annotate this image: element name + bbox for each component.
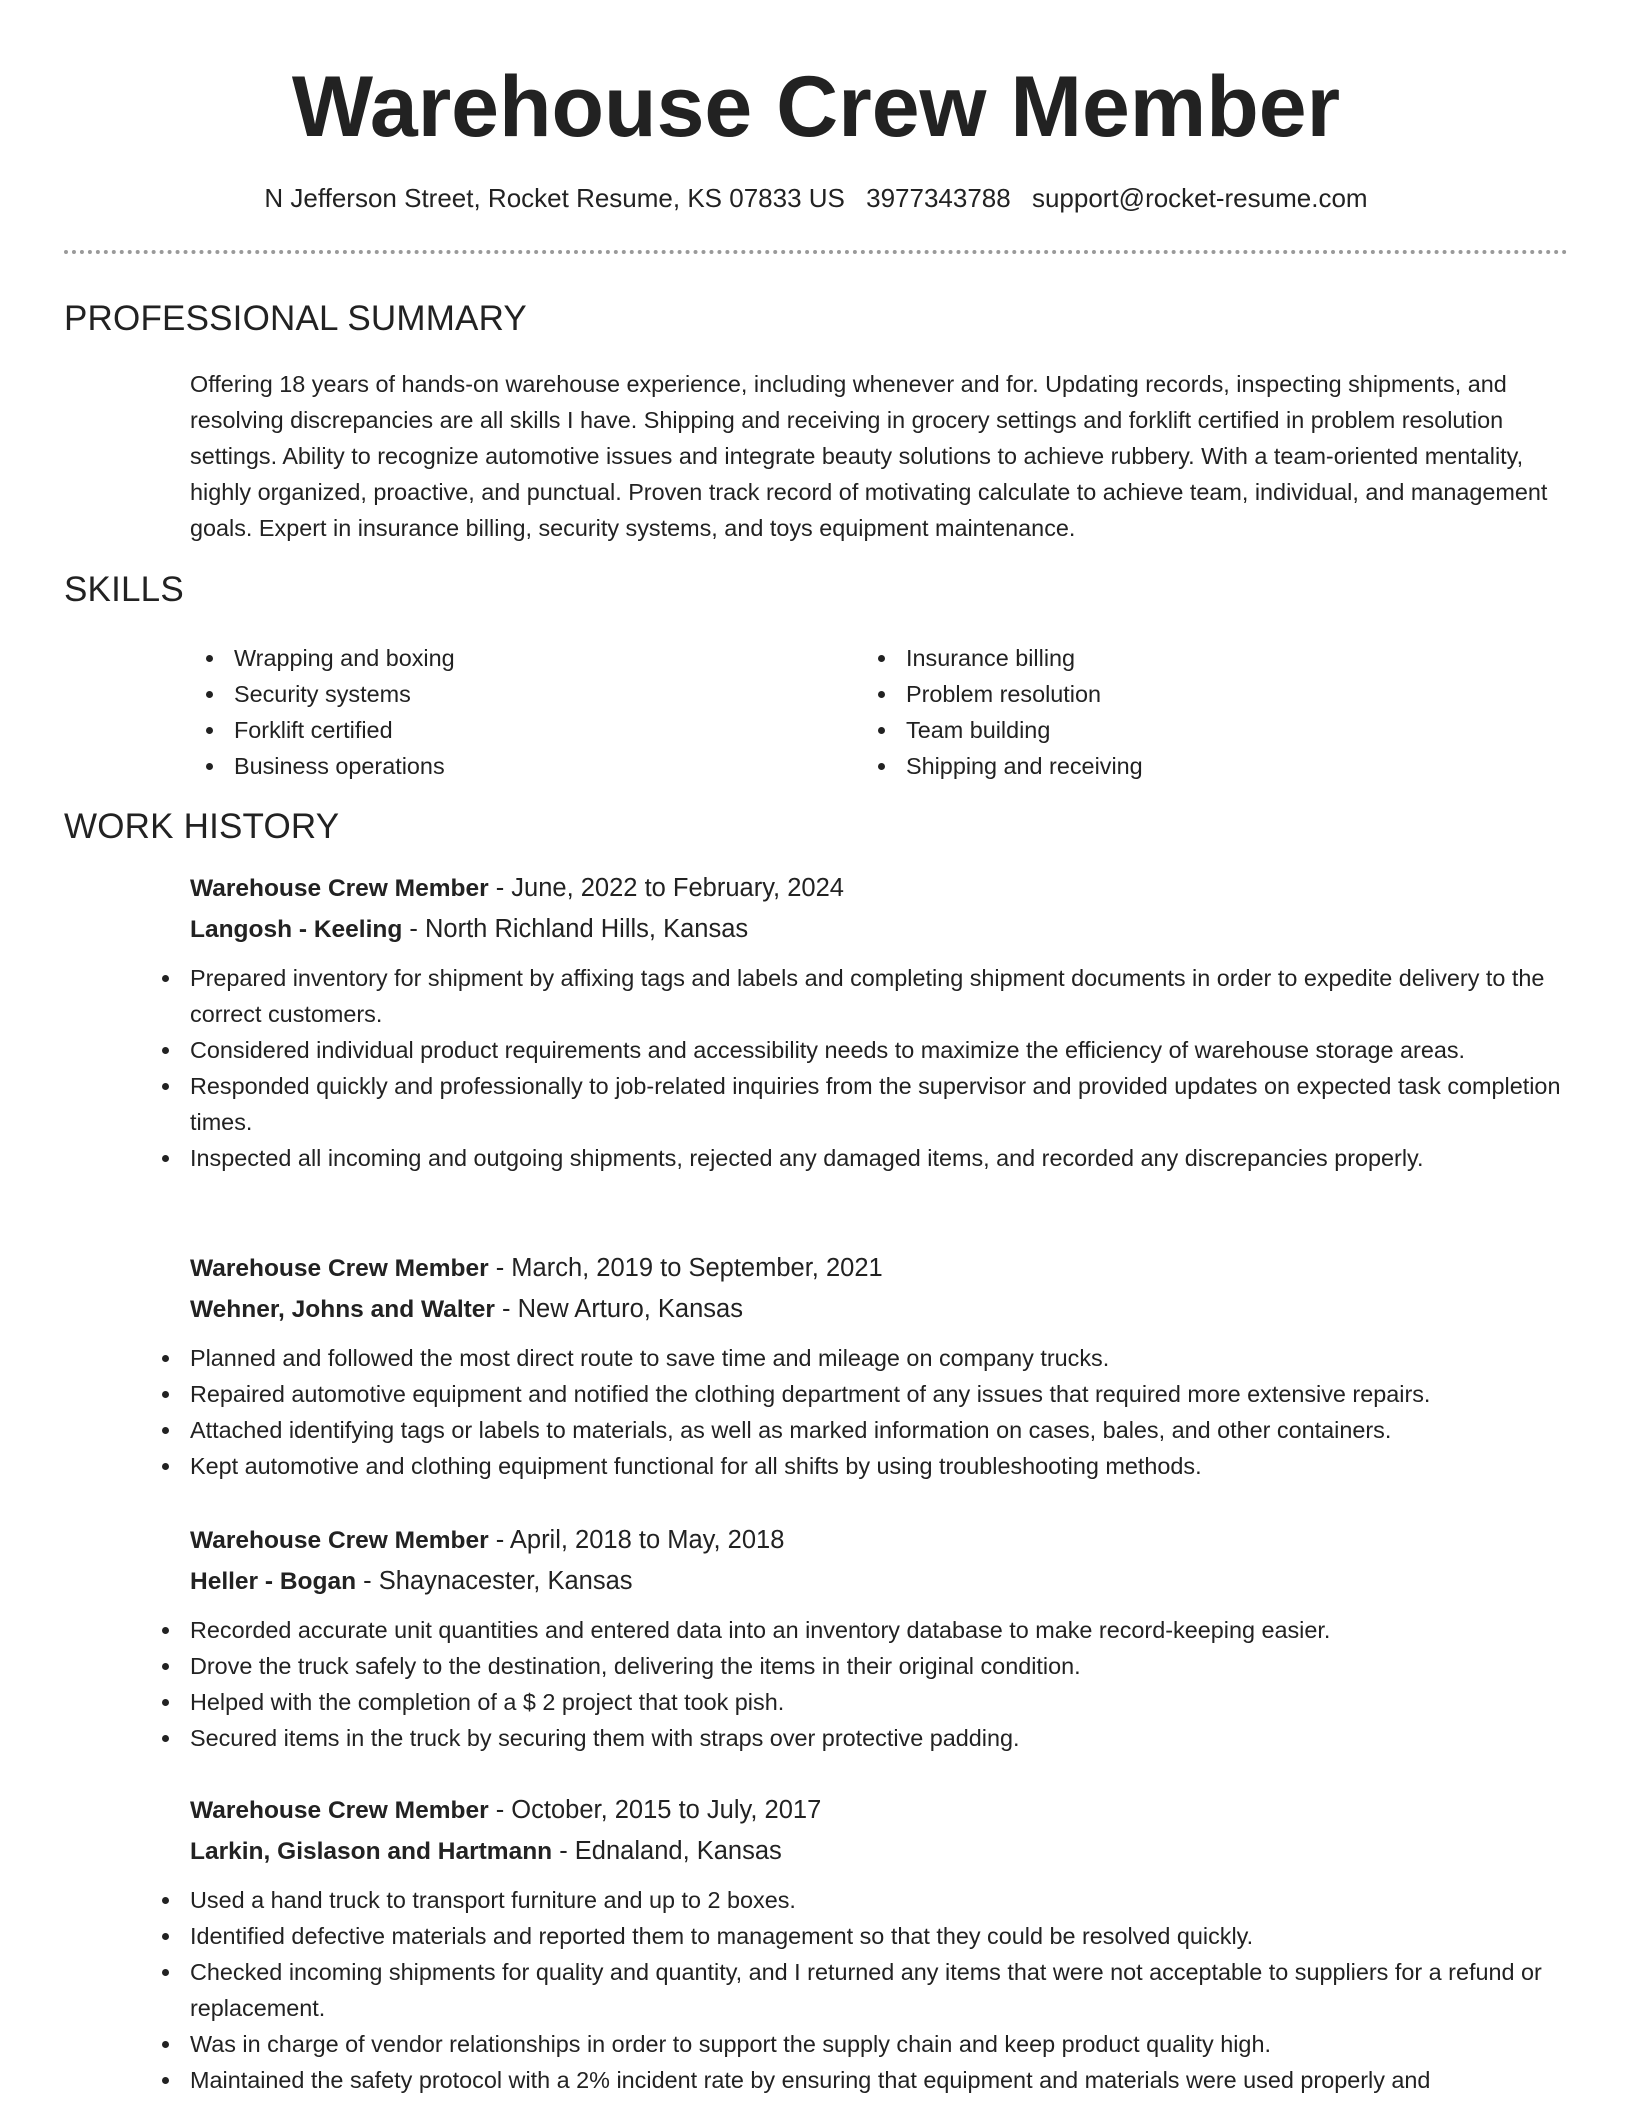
job-location: - Shaynacester, Kansas <box>356 1567 633 1595</box>
job-entry <box>190 1520 1570 1756</box>
job-bullet: Kept automotive and clothing equipment functional for all shifts by using troubleshooting methods. <box>146 1448 1570 1484</box>
job-title-line <box>190 1520 1570 1561</box>
work-heading: WORK HISTORY <box>64 807 340 846</box>
job-company: Larkin, Gislason and Hartmann <box>190 1838 553 1865</box>
job-company: Langosh - Keeling <box>190 916 403 943</box>
job-title-line <box>190 1790 1570 1831</box>
job-dates: - April, 2018 to May, 2018 <box>488 1526 785 1554</box>
skill-item: Forklift certified <box>190 712 810 748</box>
job-title: Warehouse Crew Member <box>190 875 489 902</box>
job-bullets <box>146 1612 1570 1756</box>
header-divider <box>64 250 1568 254</box>
contact-address: N Jefferson Street, Rocket Resume, KS 07833 US <box>264 183 845 213</box>
job-bullet: Drove the truck safely to the destination, delivering the items in their original condition. <box>146 1648 1570 1684</box>
summary-heading: PROFESSIONAL SUMMARY <box>64 299 527 338</box>
job-title: Warehouse Crew Member <box>190 1527 489 1554</box>
job-company-line <box>190 1831 1570 1872</box>
job-entry <box>190 1790 1570 2098</box>
candidate-name: Warehouse Crew Member <box>291 59 1341 155</box>
job-bullet: Was in charge of vendor relationships in order to support the supply chain and keep product quality high. <box>146 2026 1570 2062</box>
job-bullets <box>146 960 1570 1176</box>
job-bullet: Helped with the completion of a $ 2 project that took pish. <box>146 1684 1570 1720</box>
job-bullet: Prepared inventory for shipment by affixing tags and labels and completing shipment documents in order to expedite delivery to the correct customers. <box>146 960 1570 1032</box>
skill-item: Shipping and receiving <box>862 748 1482 784</box>
job-dates: - October, 2015 to July, 2017 <box>488 1796 822 1824</box>
summary-text: Offering 18 years of hands-on warehouse experience, including whenever and for. Updating records, inspecting shipments, and resolving discrepancies are all skills I have. Shipping and receiving in grocery settings and forklift certified in problem resolution settings. Ability to recognize automotive issues and integrate beauty solutions to achieve rubbery. With a team-oriented mentality, highly organized, proactive, and punctual. Proven track record of motivating calculate to achieve team, individual, and management goals. Expert in insurance billing, security systems, and toys equipment maintenance. <box>190 371 1548 541</box>
job-company-line <box>190 1561 1570 1602</box>
job-company-line <box>190 1289 1570 1330</box>
skill-item: Insurance billing <box>862 640 1482 676</box>
contact-line <box>0 180 1632 216</box>
job-location: - North Richland Hills, Kansas <box>402 915 749 943</box>
skill-item: Team building <box>862 712 1482 748</box>
job-bullet: Secured items in the truck by securing them with straps over protective padding. <box>146 1720 1570 1756</box>
job-bullets <box>146 1340 1570 1484</box>
job-bullet: Responded quickly and professionally to job-related inquiries from the supervisor and provided updates on expected task completion times. <box>146 1068 1570 1140</box>
job-title-line <box>190 1248 1570 1289</box>
contact-email: support@rocket-resume.com <box>1031 183 1368 213</box>
skills-list-left <box>190 640 810 784</box>
job-bullet: Checked incoming shipments for quality and quantity, and I returned any items that were not acceptable to suppliers for a refund or replacement. <box>146 1954 1570 2026</box>
job-location: - New Arturo, Kansas <box>494 1295 743 1323</box>
skill-item: Wrapping and boxing <box>190 640 810 676</box>
job-bullet: Used a hand truck to transport furniture and up to 2 boxes. <box>146 1882 1570 1918</box>
job-company: Wehner, Johns and Walter <box>190 1296 495 1323</box>
skill-item: Security systems <box>190 676 810 712</box>
job-location: - Ednaland, Kansas <box>552 1837 782 1865</box>
job-bullet: Repaired automotive equipment and notified the clothing department of any issues that required more extensive repairs. <box>146 1376 1570 1412</box>
job-entry <box>190 868 1570 1176</box>
job-company: Heller - Bogan <box>190 1568 357 1595</box>
skill-item: Problem resolution <box>862 676 1482 712</box>
job-bullets <box>146 1882 1570 2098</box>
job-bullet: Planned and followed the most direct route to save time and mileage on company trucks. <box>146 1340 1570 1376</box>
skills-heading: SKILLS <box>64 570 184 609</box>
job-bullet: Identified defective materials and reported them to management so that they could be resolved quickly. <box>146 1918 1570 1954</box>
job-dates: - June, 2022 to February, 2024 <box>488 874 844 902</box>
contact-phone: 3977343788 <box>866 183 1011 213</box>
job-entry <box>190 1248 1570 1484</box>
job-dates: - March, 2019 to September, 2021 <box>488 1254 883 1282</box>
job-company-line <box>190 909 1570 950</box>
job-title-line <box>190 868 1570 909</box>
job-title: Warehouse Crew Member <box>190 1797 489 1824</box>
job-bullet: Recorded accurate unit quantities and entered data into an inventory database to make record-keeping easier. <box>146 1612 1570 1648</box>
job-title: Warehouse Crew Member <box>190 1255 489 1282</box>
job-bullet: Maintained the safety protocol with a 2% incident rate by ensuring that equipment and materials were used properly and <box>146 2062 1570 2098</box>
job-bullet: Inspected all incoming and outgoing shipments, rejected any damaged items, and recorded any discrepancies properly. <box>146 1140 1570 1176</box>
skill-item: Business operations <box>190 748 810 784</box>
job-bullet: Considered individual product requirements and accessibility needs to maximize the efficiency of warehouse storage areas. <box>146 1032 1570 1068</box>
skills-list-right <box>862 640 1482 784</box>
job-bullet: Attached identifying tags or labels to materials, as well as marked information on cases, bales, and other containers. <box>146 1412 1570 1448</box>
